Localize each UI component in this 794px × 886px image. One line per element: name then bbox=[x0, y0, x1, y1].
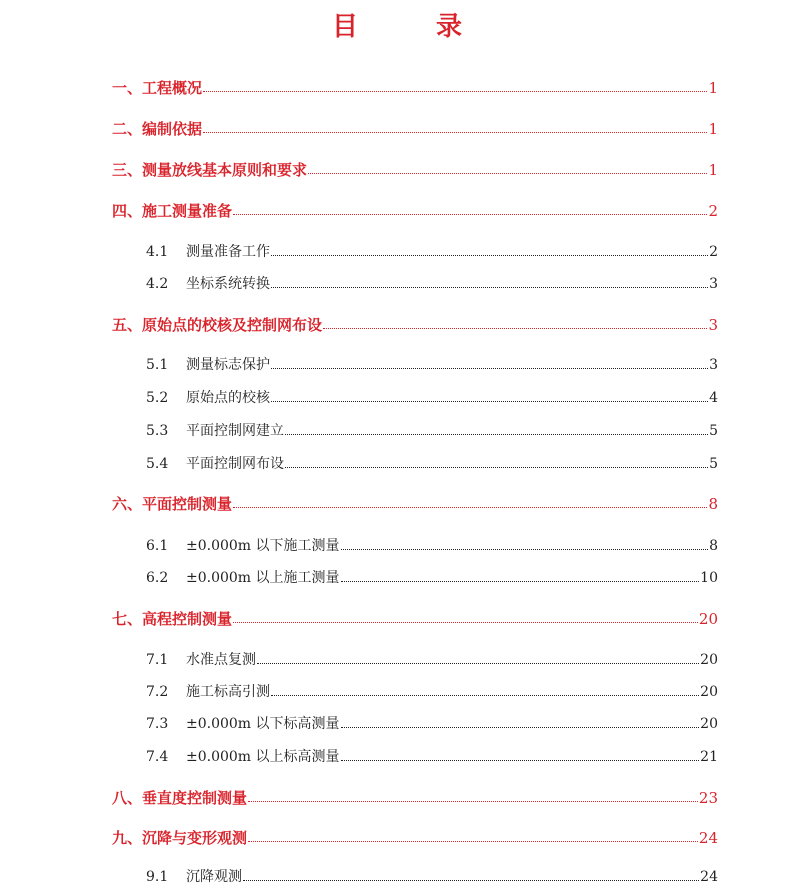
toc-leader-dots bbox=[271, 400, 708, 402]
toc-entry-label: 原始点的校核 bbox=[186, 390, 270, 406]
toc-section-entry[interactable] bbox=[112, 827, 718, 847]
toc-entry-label: 四、施工测量准备 bbox=[112, 202, 233, 220]
toc-entry-label: 五、原始点的校核及控制网布设 bbox=[112, 316, 323, 334]
toc-entry-label: 三、测量放线基本原则和要求 bbox=[112, 161, 308, 179]
toc-entry-number: 4.1 bbox=[146, 244, 169, 260]
toc-section-entry[interactable] bbox=[112, 118, 718, 138]
toc-section-entry[interactable] bbox=[112, 608, 718, 628]
toc-subsection-entry[interactable] bbox=[146, 535, 718, 555]
toc-page-number: 10 bbox=[700, 570, 718, 586]
toc-entry-number: 6.1 bbox=[146, 538, 169, 554]
toc-leader-dots bbox=[233, 506, 707, 508]
toc-leader-dots bbox=[285, 466, 708, 468]
toc-leader-dots bbox=[341, 759, 700, 761]
toc-entry-number: 5.3 bbox=[146, 423, 169, 439]
toc-leader-dots bbox=[285, 433, 708, 435]
toc-page-number: 20 bbox=[700, 684, 718, 700]
toc-entry-number: 9.1 bbox=[146, 869, 169, 885]
toc-page-number: 1 bbox=[708, 120, 718, 138]
toc-entry-number: 5.4 bbox=[146, 456, 169, 472]
toc-leader-dots bbox=[233, 621, 698, 623]
toc-entry-number: 6.2 bbox=[146, 570, 169, 586]
toc-page-number: 20 bbox=[700, 716, 718, 732]
toc-entry-number: 7.1 bbox=[146, 652, 169, 668]
toc-section-entry[interactable] bbox=[112, 493, 718, 513]
toc-subsection-entry[interactable] bbox=[146, 649, 718, 669]
toc-subsection-entry[interactable] bbox=[146, 746, 718, 766]
toc-leader-dots bbox=[341, 548, 709, 550]
toc-leader-dots bbox=[203, 90, 707, 92]
toc-entry-label: 七、高程控制测量 bbox=[112, 610, 233, 628]
toc-subsection-entry[interactable] bbox=[146, 453, 718, 473]
toc-entry-label: 平面控制网布设 bbox=[186, 456, 284, 472]
toc-subsection-entry[interactable] bbox=[146, 273, 718, 293]
toc-entry-number: 5.1 bbox=[146, 357, 169, 373]
toc-page-number: 20 bbox=[700, 652, 718, 668]
toc-entry-label: ±0.000m 以上标高测量 bbox=[186, 749, 340, 765]
toc-leader-dots bbox=[248, 800, 698, 802]
toc-page-number: 20 bbox=[698, 610, 718, 628]
toc-leader-dots bbox=[271, 694, 699, 696]
toc-entry-label: 二、编制依据 bbox=[112, 120, 203, 138]
toc-subsection-entry[interactable] bbox=[146, 420, 718, 440]
toc-subsection-entry[interactable] bbox=[146, 241, 718, 261]
toc-section-entry[interactable] bbox=[112, 787, 718, 807]
toc-leader-dots bbox=[233, 213, 707, 215]
toc-entry-label: 施工标高引测 bbox=[186, 684, 270, 700]
toc-subsection-entry[interactable] bbox=[146, 567, 718, 587]
toc-page-number: 2 bbox=[709, 244, 718, 260]
toc-section-entry[interactable] bbox=[112, 200, 718, 220]
toc-subsection-entry[interactable] bbox=[146, 387, 718, 407]
toc-page-number: 3 bbox=[709, 357, 718, 373]
toc-entry-number: 7.4 bbox=[146, 749, 169, 765]
toc-page-number: 23 bbox=[698, 789, 718, 807]
toc-section-entry[interactable] bbox=[112, 159, 718, 179]
toc-page-number: 8 bbox=[709, 538, 718, 554]
toc-leader-dots bbox=[341, 580, 700, 582]
page-title: 目 录 bbox=[331, 12, 488, 42]
toc-leader-dots bbox=[271, 367, 708, 369]
toc-entry-label: ±0.000m 以下标高测量 bbox=[186, 716, 340, 732]
toc-entry-label: 水准点复测 bbox=[186, 652, 256, 668]
toc-leader-dots bbox=[257, 662, 699, 664]
toc-subsection-entry[interactable] bbox=[146, 866, 718, 886]
toc-leader-dots bbox=[271, 286, 708, 288]
toc-page-number: 3 bbox=[709, 276, 718, 292]
toc-entry-label: 六、平面控制测量 bbox=[112, 495, 233, 513]
toc-entry-number: 5.2 bbox=[146, 390, 169, 406]
toc-entry-label: 一、工程概况 bbox=[112, 79, 203, 97]
toc-page-number: 5 bbox=[709, 423, 718, 439]
toc-leader-dots bbox=[341, 726, 700, 728]
toc-entry-label: 沉降观测 bbox=[186, 869, 242, 885]
toc-entry-number: 7.2 bbox=[146, 684, 169, 700]
toc-entry-label: 九、沉降与变形观测 bbox=[112, 829, 248, 847]
toc-leader-dots bbox=[203, 131, 707, 133]
toc-section-entry[interactable] bbox=[112, 77, 718, 97]
toc-page-number: 1 bbox=[708, 161, 718, 179]
toc-page-number: 1 bbox=[708, 79, 718, 97]
toc-leader-dots bbox=[248, 840, 698, 842]
toc-leader-dots bbox=[323, 327, 707, 329]
toc-page-number: 8 bbox=[708, 495, 718, 513]
toc-leader-dots bbox=[271, 254, 708, 256]
toc-page-number: 24 bbox=[700, 869, 718, 885]
toc-entry-number: 4.2 bbox=[146, 276, 169, 292]
toc-entry-label: 测量准备工作 bbox=[186, 244, 270, 260]
toc-page-number: 3 bbox=[708, 316, 718, 334]
toc-entry-label: ±0.000m 以上施工测量 bbox=[186, 570, 340, 586]
toc-page-number: 24 bbox=[698, 829, 718, 847]
toc-entry-label: 坐标系统转换 bbox=[186, 276, 270, 292]
toc-entry-label: ±0.000m 以下施工测量 bbox=[186, 538, 340, 554]
toc-entry-label: 平面控制网建立 bbox=[186, 423, 284, 439]
toc-page-number: 4 bbox=[709, 390, 718, 406]
toc-page-number: 2 bbox=[708, 202, 718, 220]
toc-section-entry[interactable] bbox=[112, 314, 718, 334]
toc-entry-label: 八、垂直度控制测量 bbox=[112, 789, 248, 807]
toc-subsection-entry[interactable] bbox=[146, 354, 718, 374]
toc-entry-label: 测量标志保护 bbox=[186, 357, 270, 373]
toc-page-number: 21 bbox=[700, 749, 718, 765]
toc-entry-number: 7.3 bbox=[146, 716, 169, 732]
toc-page-number: 5 bbox=[709, 456, 718, 472]
toc-subsection-entry[interactable] bbox=[146, 713, 718, 733]
toc-leader-dots bbox=[308, 172, 707, 174]
toc-subsection-entry[interactable] bbox=[146, 681, 718, 701]
